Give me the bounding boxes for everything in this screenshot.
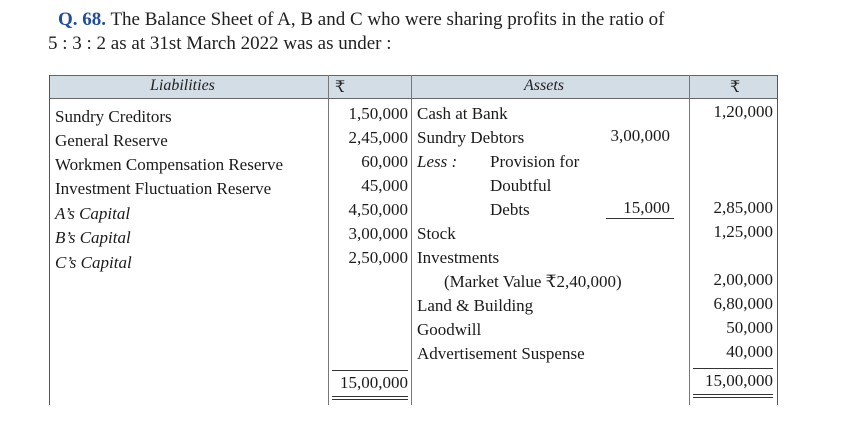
asset-amount-cash: 1,20,000	[713, 102, 773, 121]
total-rule-top	[693, 368, 773, 369]
balance-sheet-table	[49, 75, 778, 405]
asset-inner-debtors: 3,00,000	[610, 126, 670, 145]
less-label: Less :	[417, 152, 458, 171]
liability-label: Sundry Creditors	[55, 107, 172, 126]
asset-amount-debtors: 2,85,000	[713, 198, 773, 217]
total-rule-bottom	[332, 399, 408, 400]
asset-label-goodwill: Goodwill	[417, 320, 482, 339]
question-line-1: The Balance Sheet of A, B and C who were sharing profits in the ratio of	[110, 9, 665, 30]
liability-amount: 2,45,000	[348, 128, 408, 147]
liability-amount: 60,000	[361, 152, 408, 171]
asset-label-investments: Investments	[417, 248, 500, 267]
total-rule-bottom	[693, 394, 773, 395]
liability-amount: 1,50,000	[348, 104, 408, 123]
question-line-2: 5 : 3 : 2 as at 31st March 2022 was as under :	[48, 33, 392, 54]
asset-amount-stock: 1,25,000	[713, 222, 773, 241]
asset-amount-investments: 2,00,000	[713, 270, 773, 289]
liability-amount: 45,000	[361, 176, 408, 195]
asset-amount-goodwill: 50,000	[726, 318, 773, 337]
provision-label: Provision for	[490, 152, 580, 171]
liability-amount: 2,50,000	[348, 248, 408, 267]
investments-note: (Market Value ₹2,40,000)	[444, 272, 622, 291]
provision-amount: 15,000	[623, 198, 670, 217]
asset-label-advert: Advertisement Suspense	[417, 344, 585, 363]
asset-label-land: Land & Building	[417, 296, 534, 315]
table-header	[50, 75, 777, 99]
asset-label-cash: Cash at Bank	[417, 104, 508, 123]
liability-label: C’s Capital	[55, 253, 132, 272]
provision-underline	[606, 218, 674, 219]
liability-label: A’s Capital	[55, 204, 131, 223]
liability-label: B’s Capital	[55, 228, 131, 247]
liability-amount: 4,50,000	[348, 200, 408, 219]
question-number: Q. 68.	[58, 9, 107, 30]
header-liabilities: Liabilities	[150, 77, 215, 94]
provision-label: Debts	[490, 200, 530, 219]
asset-amount-advert: 40,000	[726, 342, 773, 361]
asset-amount-land: 6,80,000	[713, 294, 773, 313]
liability-amount: 3,00,000	[348, 224, 408, 243]
liability-label: General Reserve	[55, 131, 168, 150]
total-rule-bottom	[332, 396, 408, 397]
header-assets: Assets	[524, 77, 564, 94]
assets-total: 15,00,000	[705, 371, 773, 390]
header-rupee-assets: ₹	[730, 79, 741, 96]
liabilities-total: 15,00,000	[340, 373, 408, 392]
asset-label-stock: Stock	[417, 224, 456, 243]
liability-label: Investment Fluctuation Reserve	[55, 179, 272, 198]
liability-label: Workmen Compensation Reserve	[55, 155, 284, 174]
asset-label-debtors: Sundry Debtors	[417, 128, 525, 147]
provision-label: Doubtful	[490, 176, 552, 195]
divider	[411, 75, 412, 405]
header-rupee-liabilities: ₹	[335, 79, 346, 96]
question-text	[48, 8, 838, 56]
total-rule-bottom	[693, 397, 773, 398]
total-rule-top	[332, 370, 408, 371]
